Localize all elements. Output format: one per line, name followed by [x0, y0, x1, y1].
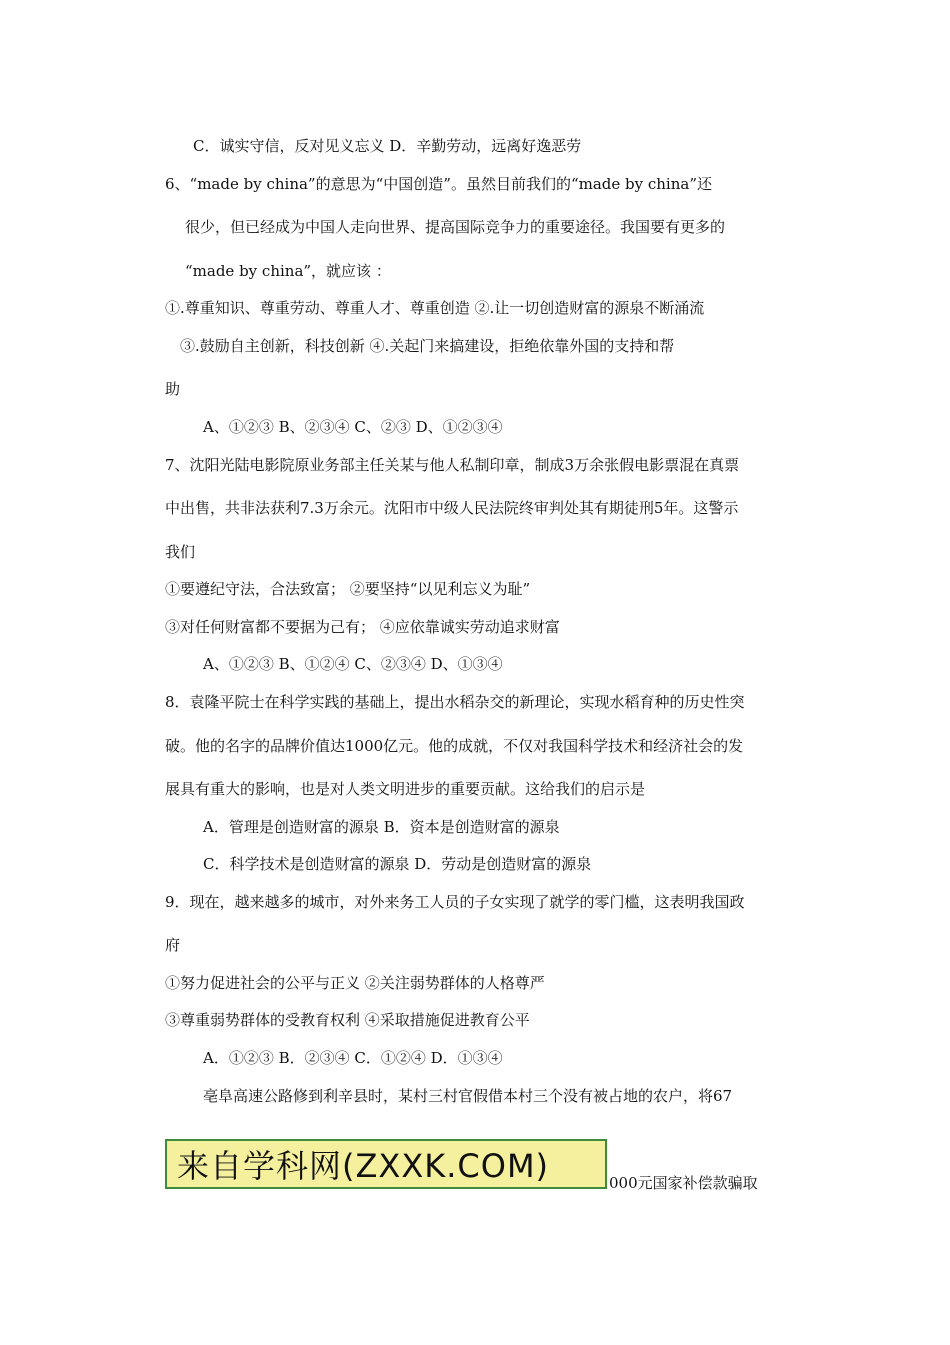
question-6-options: A、①②③ B、②③④ C、②③ D、①②③④ — [203, 418, 503, 436]
passage-line-1: 亳阜高速公路修到利辛县时，某村三村官假借本村三个没有被占地的农户，将67 — [203, 1087, 733, 1105]
question-6-statements-2: ③.鼓励自主创新，科技创新 ④.关起门来搞建设，拒绝依靠外国的支持和帮 — [180, 337, 675, 355]
question-8-options-1: A．管理是创造财富的源泉 B．资本是创造财富的源泉 — [203, 818, 560, 836]
question-7-line-3: 我们 — [165, 543, 196, 561]
question-9-line-2: 府 — [165, 936, 181, 954]
question-7-statements-2: ③对任何财富都不要据为己有； ④应依靠诚实劳动追求财富 — [165, 618, 560, 636]
question-6-statements-1: ①.尊重知识、尊重劳动、尊重人才、尊重创造 ②.让一切创造财富的源泉不断涌流 — [165, 299, 705, 317]
question-9-statements-2: ③尊重弱势群体的受教育权利 ④采取措施促进教育公平 — [165, 1011, 530, 1029]
question-8-options-2: C．科学技术是创造财富的源泉 D．劳动是创造财富的源泉 — [203, 855, 592, 873]
watermark-banner — [165, 1139, 607, 1189]
text-line: 助 — [165, 380, 181, 398]
question-8-line-1: 8．袁隆平院士在科学实践的基础上，提出水稻杂交的新理论，实现水稻育种的历史性突 — [165, 693, 745, 711]
question-6-line-1: 6、“made by china”的意思为“中国创造”。虽然目前我们的“made by china”还 — [165, 175, 712, 193]
question-9-options: A．①②③ B．②③④ C．①②④ D．①③④ — [203, 1049, 503, 1067]
question-9-line-1: 9．现在，越来越多的城市，对外来务工人员的子女实现了就学的零门槛，这表明我国政 — [165, 893, 745, 911]
question-6-line-3: “made by china”，就应该 ： — [185, 262, 391, 280]
question-7-options: A、①②③ B、①②④ C、②③④ D、①③④ — [203, 655, 503, 673]
question-8-line-3: 展具有重大的影响，也是对人类文明进步的重要贡献。这给我们的启示是 — [165, 780, 646, 798]
passage-line-2: 000元国家补偿款骗取 — [609, 1174, 758, 1192]
question-9-statements-1: ①努力促进社会的公平与正义 ②关注弱势群体的人格尊严 — [165, 974, 545, 992]
question-7-line-2: 中出售，共非法获利7.3万余元。沈阳市中级人民法院终审判处其有期徒刑5年。这警示 — [165, 499, 739, 517]
question-7-line-1: 7、沈阳光陆电影院原业务部主任关某与他人私制印章，制成3万余张假电影票混在真票 — [165, 456, 740, 474]
text-line: C．诚实守信，反对见义忘义 D．辛勤劳动，远离好逸恶劳 — [193, 137, 582, 155]
question-7-statements-1: ①要遵纪守法，合法致富； ②要坚持“以见利忘义为耻” — [165, 580, 531, 598]
question-8-line-2: 破。他的名字的品牌价值达1000亿元。他的成就，不仅对我国科学技术和经济社会的发 — [165, 737, 744, 755]
question-6-line-2: 很少，但已经成为中国人走向世界、提高国际竞争力的重要途径。我国要有更多的 — [185, 218, 726, 236]
watermark-text: 来自学科网(ZXXK.COM) — [177, 1147, 550, 1185]
